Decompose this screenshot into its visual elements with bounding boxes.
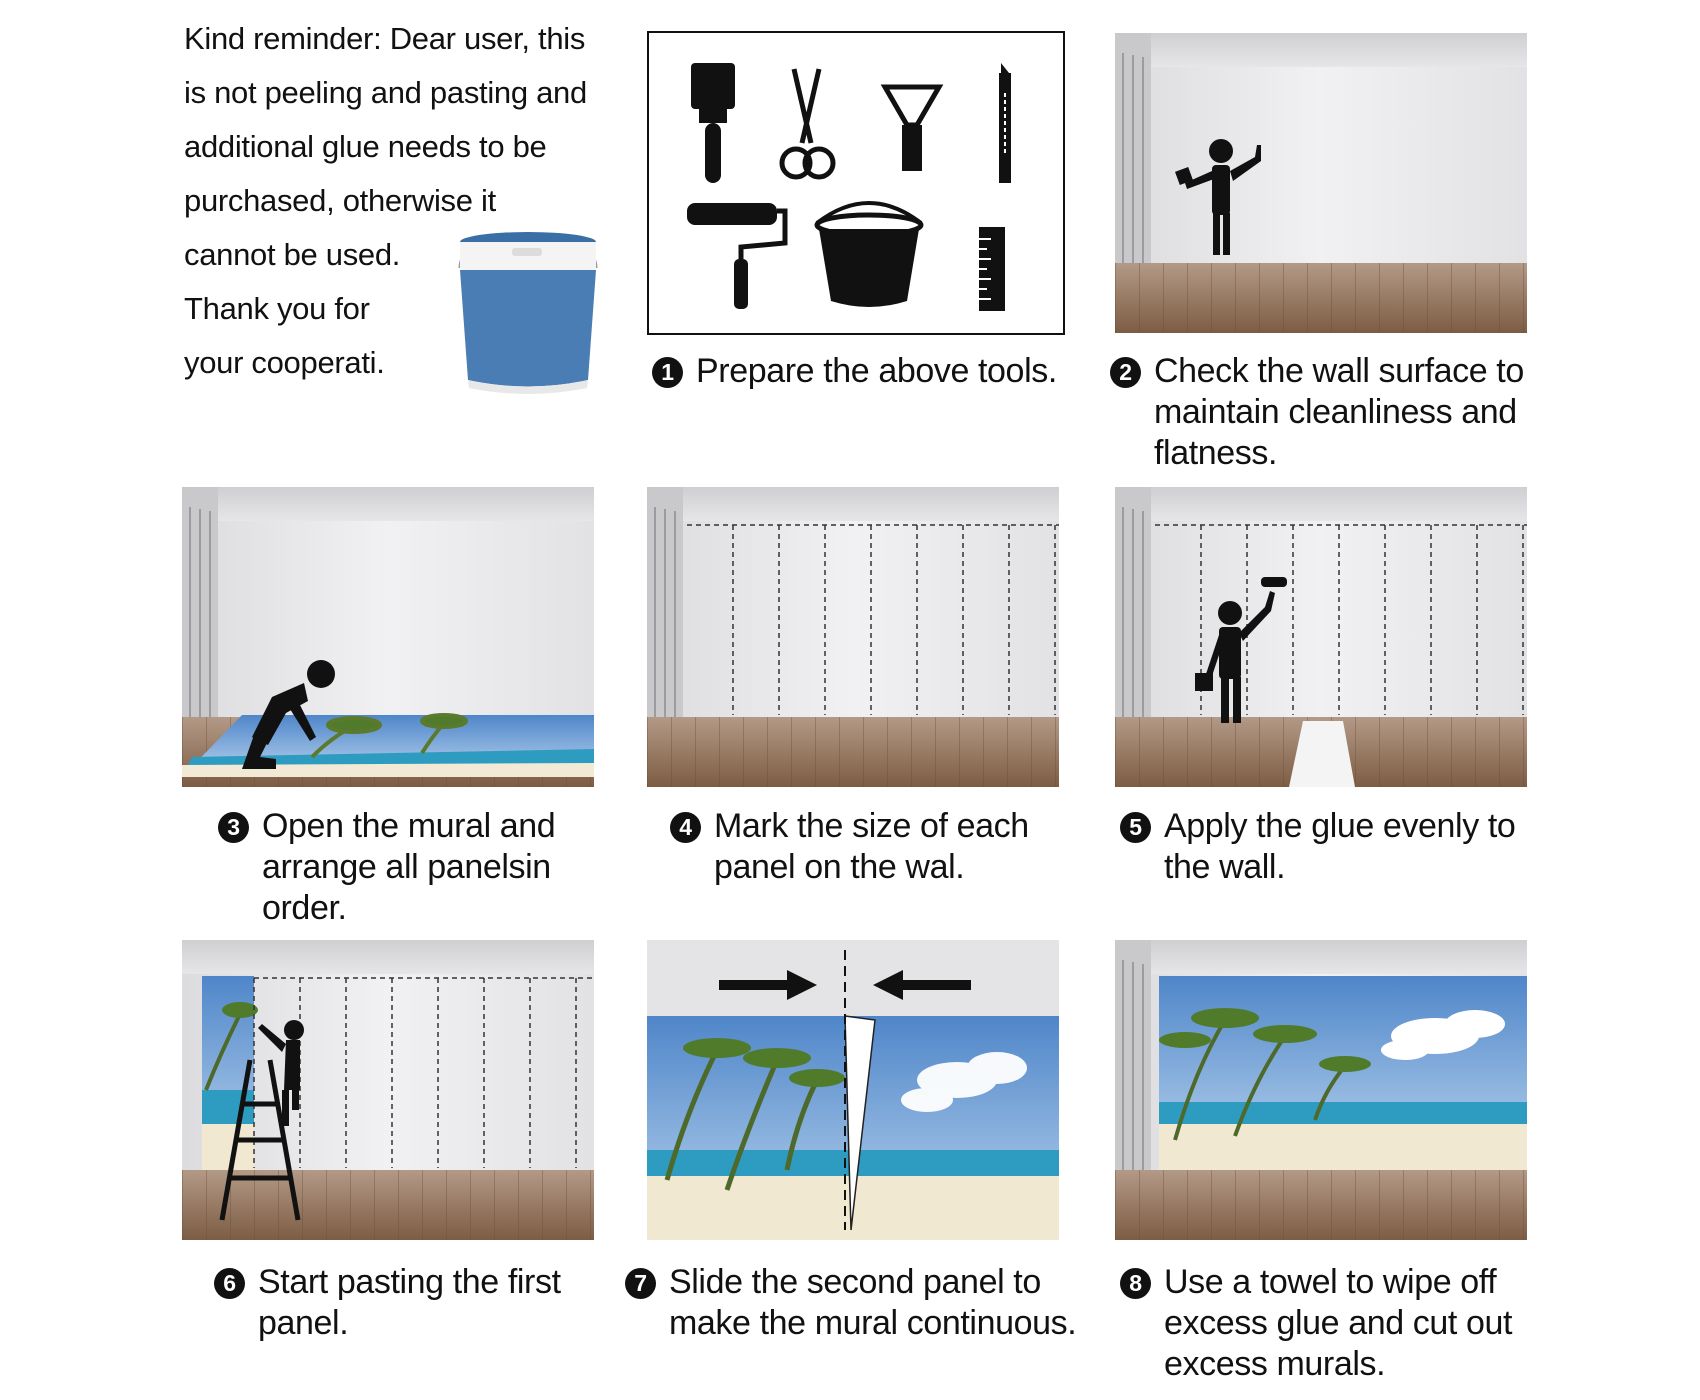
bucket-icon — [817, 203, 921, 307]
ruler-icon — [979, 227, 1005, 311]
step-8-caption — [1120, 1262, 1540, 1385]
reminder-line: cannot be used. — [184, 237, 401, 272]
installed-mural — [1159, 976, 1527, 1170]
step-text: Slide the second panel to make the mural continuous. — [669, 1263, 1077, 1342]
step-3-caption — [218, 806, 598, 929]
step-number-badge: 5 — [1120, 812, 1151, 843]
scene-paste-first-panel — [182, 940, 594, 1240]
glue-bucket-image — [448, 228, 608, 398]
scene-check-wall — [1115, 33, 1527, 333]
scene-mark-panels — [647, 487, 1059, 787]
reminder-line: Kind reminder: Dear user, this — [184, 21, 586, 56]
step-number-badge: 4 — [670, 812, 701, 843]
step-number-badge: 1 — [652, 357, 683, 388]
reminder-line: Thank you for — [184, 291, 370, 326]
reminder-line: additional glue needs to be — [184, 129, 547, 164]
utility-knife-icon — [999, 63, 1011, 183]
reminder-line: purchased, otherwise it — [184, 183, 496, 218]
step-number-badge: 8 — [1120, 1268, 1151, 1299]
step-text: Open the mural and arrange all panelsin order. — [262, 807, 556, 927]
step-number-badge: 7 — [625, 1268, 656, 1299]
step-number-badge: 3 — [218, 812, 249, 843]
step-text: Check the wall surface to maintain cleanliness and flatness. — [1154, 352, 1524, 472]
step-6-caption — [214, 1262, 624, 1344]
paint-brush-icon — [691, 63, 735, 183]
scene-slide-panel — [647, 940, 1059, 1240]
tools-box — [647, 31, 1065, 335]
step-text: Prepare the above tools. — [696, 352, 1057, 390]
step-7-caption — [625, 1262, 1115, 1344]
step-text: Use a towel to wipe off excess glue and cut out excess murals. — [1164, 1263, 1513, 1383]
step-2-caption — [1110, 351, 1530, 474]
paint-roller-icon — [687, 203, 785, 309]
step-text: Apply the glue evenly to the wall. — [1164, 807, 1516, 886]
scraper-icon — [885, 87, 939, 171]
scene-finished-mural — [1115, 940, 1527, 1240]
step-5-caption — [1120, 806, 1540, 888]
reminder-line: is not peeling and pasting and — [184, 75, 587, 110]
scene-apply-glue — [1115, 487, 1527, 787]
reminder-line: your cooperati. — [184, 345, 385, 380]
step-4-caption — [670, 806, 1070, 888]
step-1-caption — [652, 351, 1092, 392]
step-number-badge: 6 — [214, 1268, 245, 1299]
scene-open-mural — [182, 487, 594, 787]
step-number-badge: 2 — [1110, 357, 1141, 388]
scissors-icon — [782, 69, 833, 177]
step-text: Mark the size of each panel on the wal. — [714, 807, 1029, 886]
step-text: Start pasting the first panel. — [258, 1263, 561, 1342]
